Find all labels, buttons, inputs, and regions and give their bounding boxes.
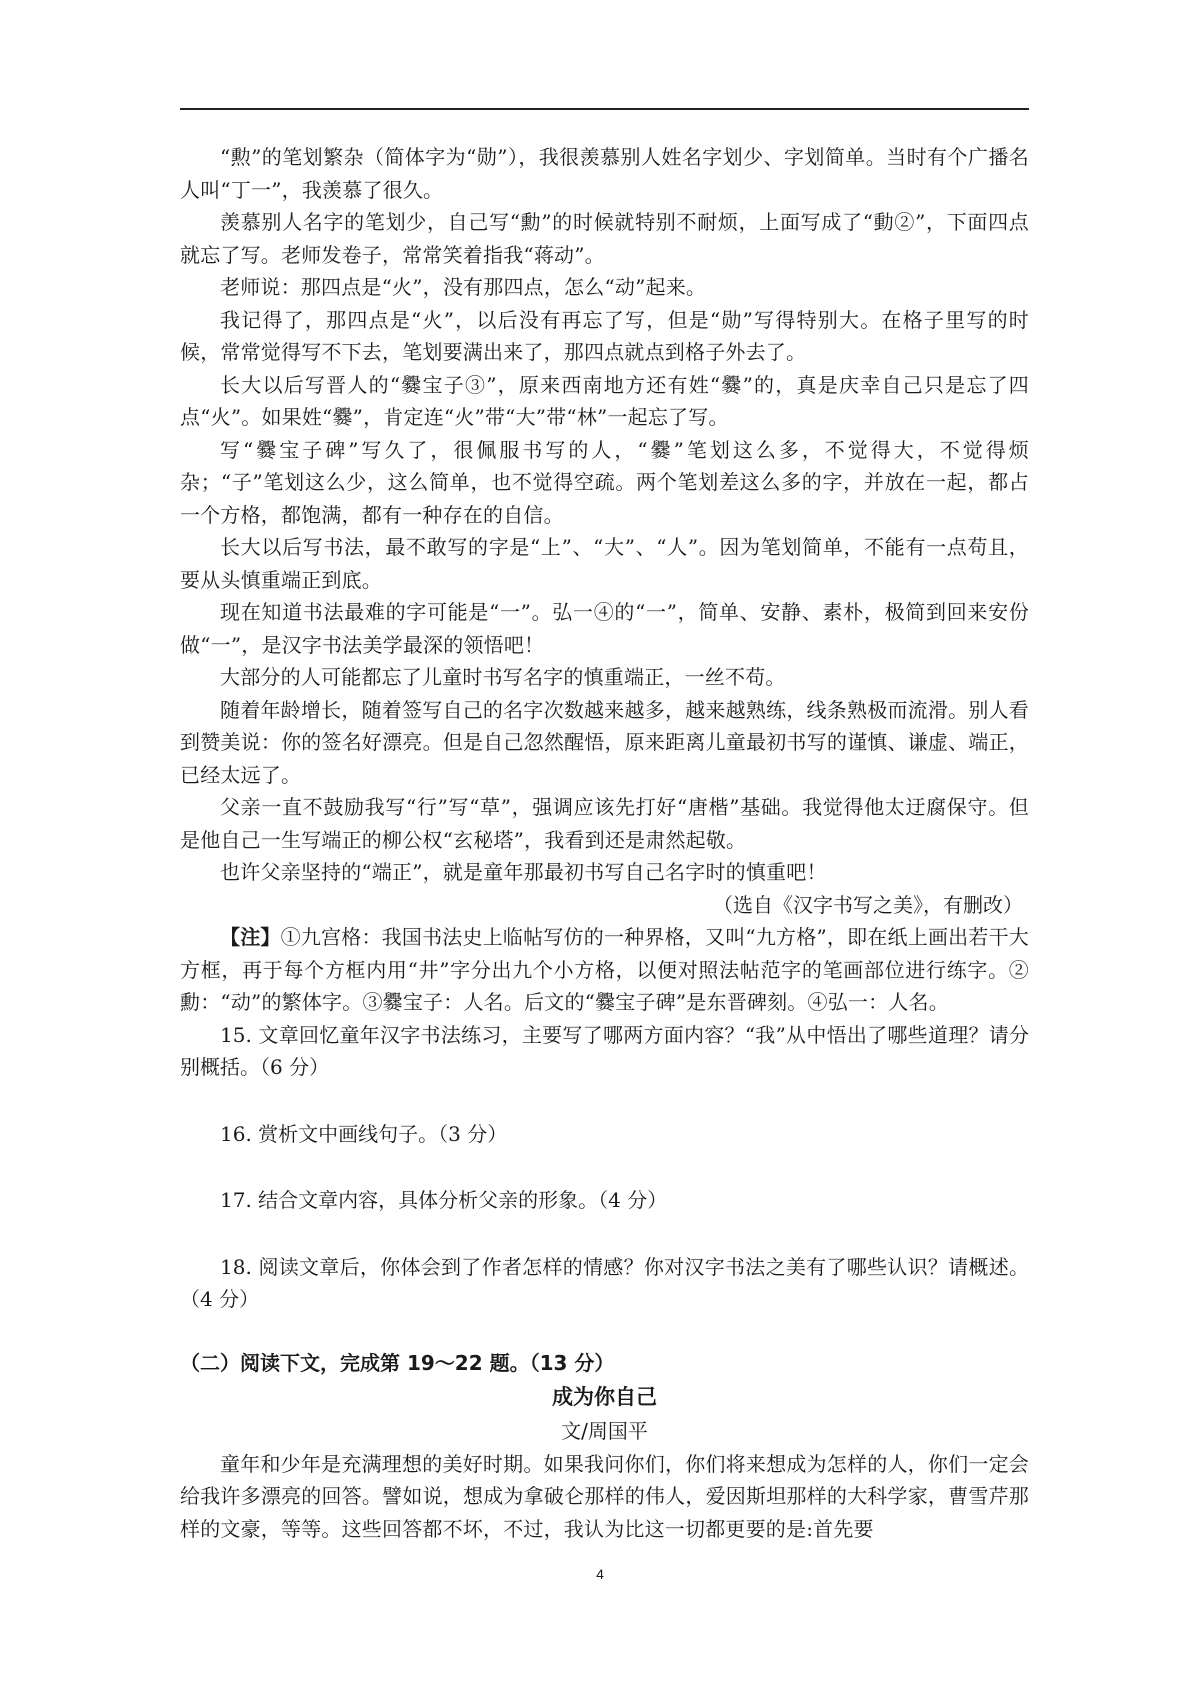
question-15: 15. 文章回忆童年汉字书法练习，主要写了哪两方面内容？“我”从中悟出了哪些道理？请分别概括。（6 分） [180,1022,1029,1079]
answer-space [180,1150,1029,1184]
story-paragraph: 长大以后写晋人的“爨宝子③”，原来西南地方还有姓“爨”的，真是庆幸自己只是忘了四点“火”。如果姓“爨”，肯定连“火”带“大”带“林”一起忘了写。 [180,372,1029,429]
answer-space [180,1217,1029,1251]
answer-space [180,1084,1029,1118]
story-paragraph: 也许父亲坚持的“端正”，就是童年那最初书写自己名字时的慎重吧！ [220,860,827,884]
page-number: 4 [596,1566,604,1582]
story-paragraph: 大部分的人可能都忘了儿童时书写名字的慎重端正，一丝不苟。 [220,665,786,689]
story-paragraph: 父亲一直不鼓励我写“行”写“草”，强调应该先打好“唐楷”基础。我觉得他太迂腐保守。但是他自己一生写端正的柳公权“玄秘塔”，我看到还是肃然起敬。 [180,795,1029,852]
story-paragraph: 长大以后写书法，最不敢写的字是“上”、“大”、“人”。因为笔划简单，不能有一点苟且，要从头慎重端正到底。 [180,535,1029,592]
story-paragraph: 随着年龄增长，随着签写自己的名字次数越来越多，越来越熟练，线条熟极而流滑。别人看到赞美说：你的签名好漂亮。但是自己忽然醒悟，原来距离儿童最初书写的谨慎、谦虚、端正，已经太远了。 [180,697,1029,787]
story-paragraph: 我记得了，那四点是“火”，以后没有再忘了写，但是“勋”写得特别大。在格子里写的时候，常常觉得写不下去，笔划要满出来了，那四点就点到格子外去了。 [180,307,1029,364]
story-paragraph: “勲”的笔划繁杂（简体字为“勋”），我很羡慕别人姓名字划少、字划简单。当时有个广播名人叫“丁一”，我羡慕了很久。 [180,145,1029,202]
source-citation: （选自《汉字书写之美》，有删改） [713,892,1023,917]
answer-space [180,1316,1029,1346]
story-paragraph: 现在知道书法最难的字可能是“一”。弘一④的“一”，简单、安静、素朴，极简到回来安份做“一”，是汉字书法美学最深的领悟吧！ [180,600,1029,657]
page-content [180,141,1029,1545]
story-paragraph: 羡慕别人名字的笔划少，自己写“勳”的时候就特别不耐烦，上面写成了“動②”，下面四点就忘了写。老师发卷子，常常笑着指我“蒋动”。 [180,210,1029,267]
question-16: 16. 赏析文中画线句子。（3 分） [220,1121,508,1146]
header-rule [180,108,1029,110]
note-text: ①九宫格：我国书法史上临帖写仿的一种界格，又叫“九方格”，即在纸上画出若干大方框，再于每个方框内用“井”字分出九个小方格，以便对照法帖范字的笔画部位进行练字。②勳：“动”的繁体字。③爨宝子：人名。后文的“爨宝子碑”是东晋碑刻。④弘一：人名。 [180,925,1029,1014]
article-title: 成为你自己 [552,1384,657,1409]
article-author: 文/周国平 [561,1418,648,1443]
story-paragraph: 写“爨宝子碑”写久了，很佩服书写的人，“爨”笔划这么多，不觉得大，不觉得烦杂；“子”笔划这么少，这么简单，也不觉得空疏。两个笔划差这么多的字，并放在一起，都占一个方格，都饱满，都有一种存在的自信。 [180,437,1029,527]
note-label: 【注】 [220,925,281,949]
section-heading: （二）阅读下文，完成第 19～22 题。（13 分） [180,1350,615,1375]
story-paragraph: 老师说：那四点是“火”，没有那四点，怎么“动”起来。 [220,275,707,299]
question-17: 17. 结合文章内容，具体分析父亲的形象。（4 分） [220,1188,668,1212]
annotation-note [180,921,1029,1019]
article-paragraph: 童年和少年是充满理想的美好时期。如果我问你们，你们将来想成为怎样的人，你们一定会给我许多漂亮的回答。譬如说，想成为拿破仑那样的伟人，爱因斯坦那样的大科学家，曹雪芹那样的文豪，等等。这些回答都不坏，不过，我认为比这一切都更要的是:首先要 [180,1451,1029,1541]
question-18: 18. 阅读文章后，你体会到了作者怎样的情感？你对汉字书法之美有了哪些认识？请概述。（4 分） [180,1254,1029,1311]
